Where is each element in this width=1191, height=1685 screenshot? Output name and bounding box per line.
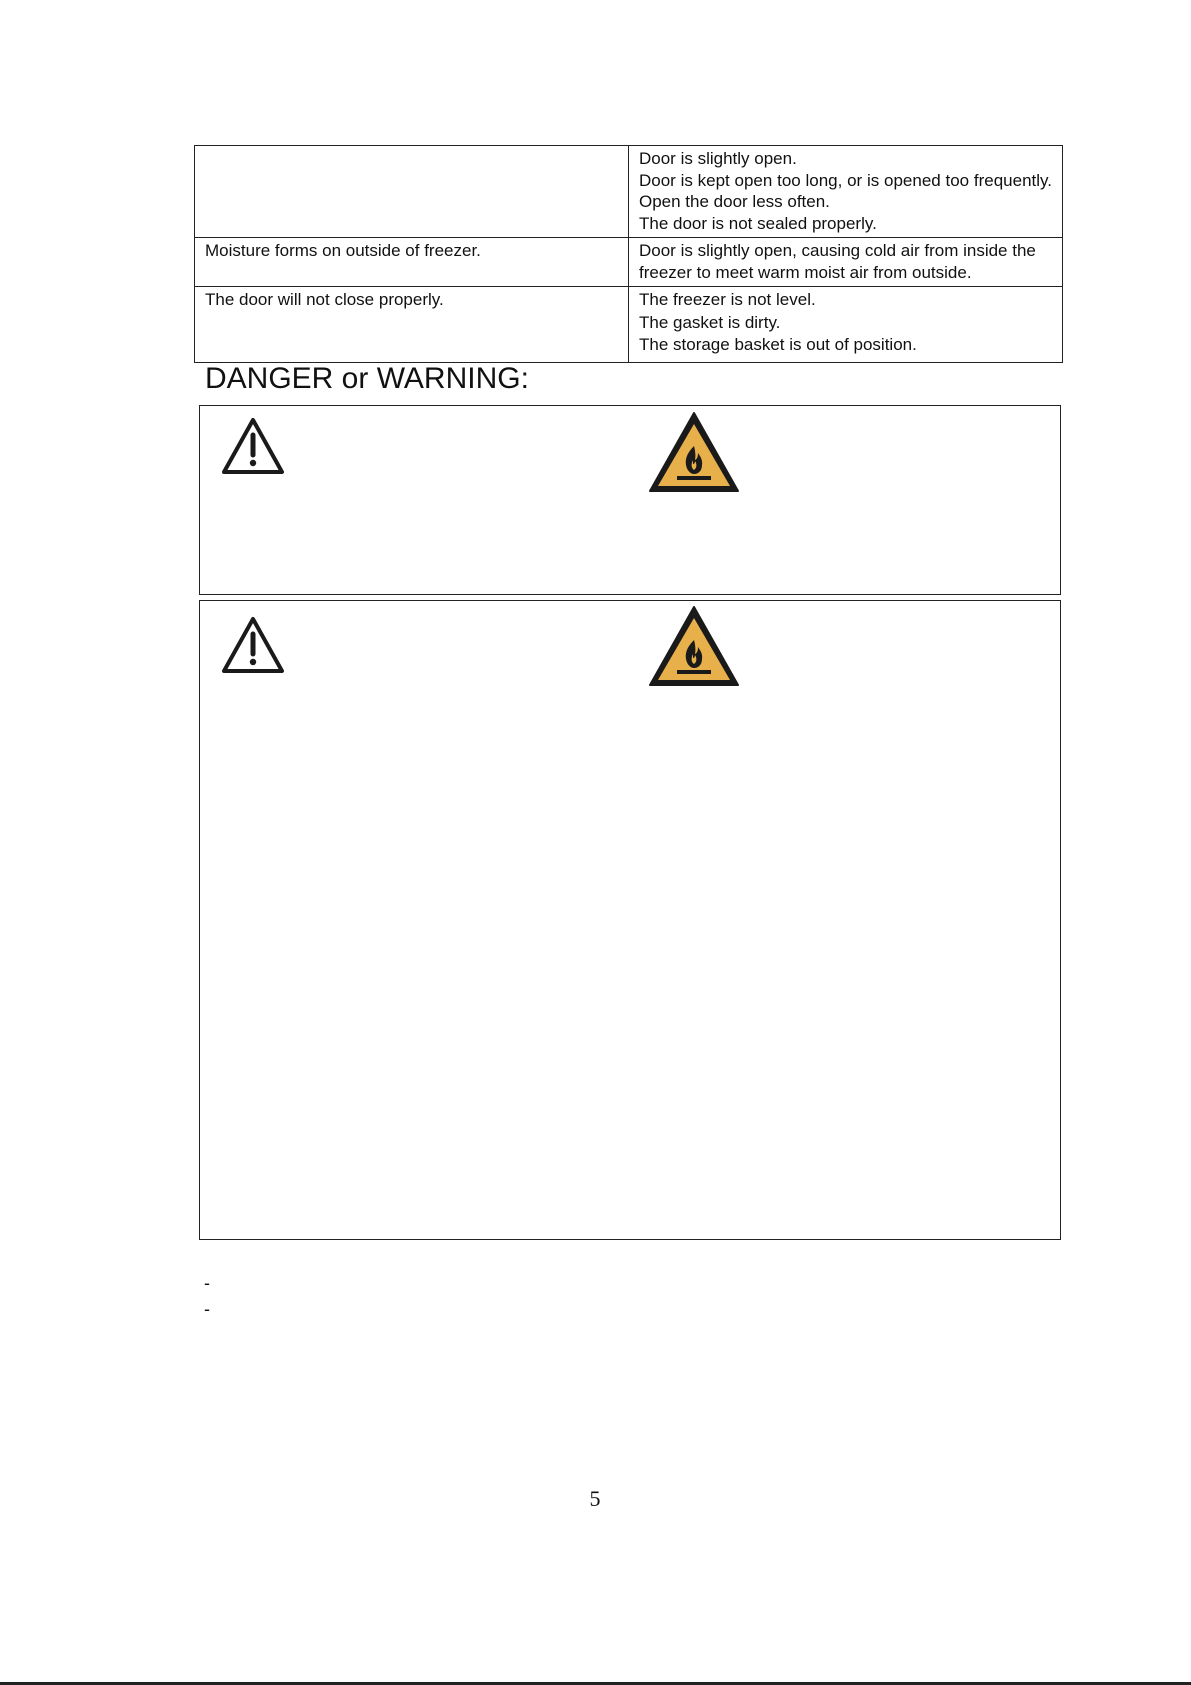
dash-list bbox=[204, 1270, 210, 1322]
cause-cell bbox=[629, 287, 1063, 363]
warning-box bbox=[199, 600, 1061, 1240]
cause-cell bbox=[629, 238, 1063, 287]
danger-heading: DANGER or WARNING: bbox=[205, 362, 529, 395]
flammable-material-icon bbox=[647, 410, 741, 494]
table-row bbox=[195, 238, 1063, 287]
flammable-material-icon bbox=[647, 604, 741, 688]
list-item: - bbox=[204, 1299, 210, 1319]
list-item: - bbox=[204, 1273, 210, 1293]
table-row bbox=[195, 287, 1063, 363]
problem-cell: Moisture forms on outside of freezer. bbox=[195, 238, 629, 287]
warning-box bbox=[199, 405, 1061, 595]
general-warning-icon bbox=[220, 615, 286, 675]
cause-text: Door is slightly open. bbox=[639, 149, 797, 168]
cause-text: The freezer is not level. bbox=[639, 290, 816, 309]
cause-text: The storage basket is out of position. bbox=[639, 335, 917, 354]
troubleshooting-table bbox=[194, 145, 1063, 363]
cause-text: Door is slightly open, causing cold air from inside the freezer to meet warm moist air from outside. bbox=[639, 241, 1036, 282]
cause-text: The gasket is dirty. bbox=[639, 312, 781, 332]
cause-text: Door is kept open too long, or is opened too frequently. Open the door less often. bbox=[639, 170, 1052, 211]
cause-text: The door is not sealed properly. bbox=[639, 213, 877, 233]
cause-cell bbox=[629, 146, 1063, 238]
page-number: 5 bbox=[589, 1486, 601, 1511]
problem-cell: The door will not close properly. bbox=[195, 287, 629, 363]
problem-cell bbox=[195, 146, 629, 238]
table-row bbox=[195, 146, 1063, 238]
general-warning-icon bbox=[220, 416, 286, 476]
